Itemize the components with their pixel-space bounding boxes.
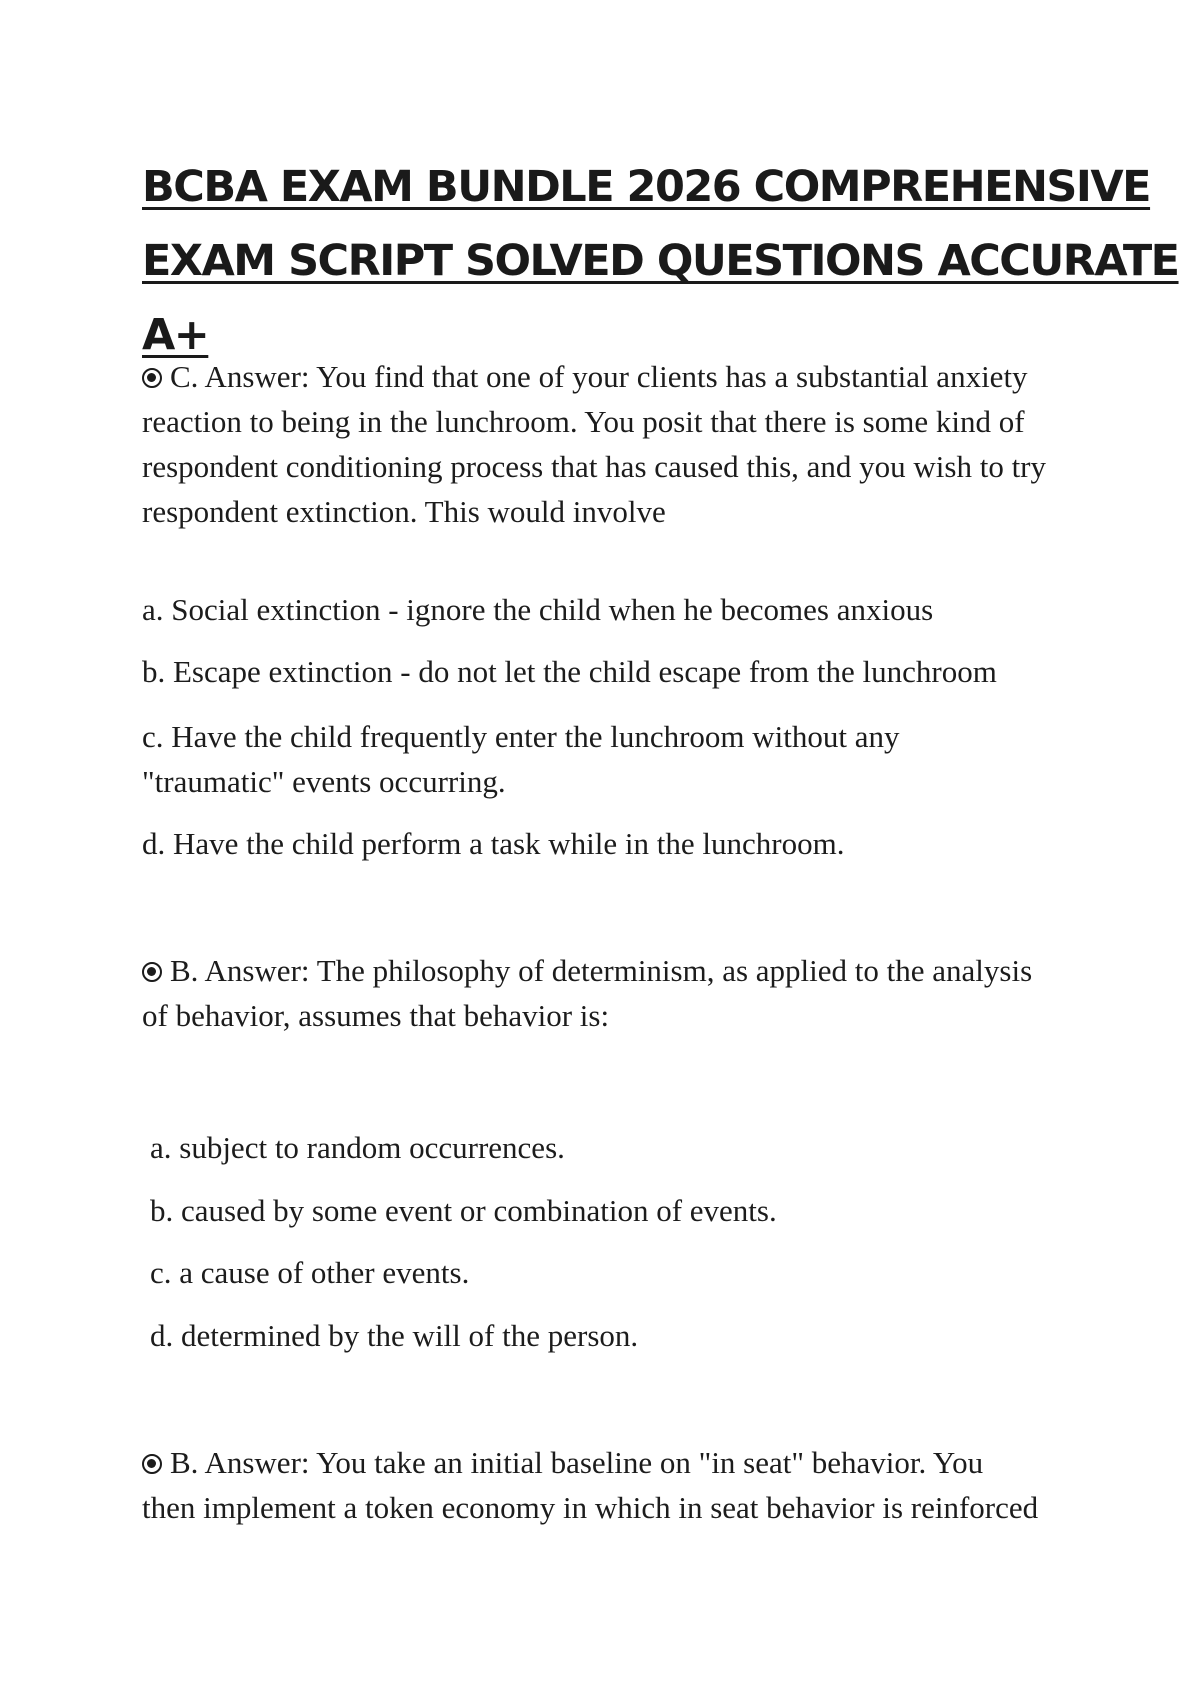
question-1-stem (142, 354, 1082, 534)
title-line-1: BCBA EXAM BUNDLE 2026 COMPREHENSIVE (142, 162, 1151, 212)
question-2-line-1: B. Answer: The philosophy of determinism, as applied to the analysis (170, 953, 1033, 988)
question-1-option-c-cont: "traumatic" events occurring. (142, 764, 506, 799)
question-3-stem (142, 1440, 1082, 1530)
question-1-option-c: c. Have the child frequently enter the lunchroom without any (142, 719, 900, 754)
question-1-line-2: reaction to being in the lunchroom. You posit that there is some kind of (142, 404, 1025, 439)
question-1-line-3: respondent conditioning process that has caused this, and you wish to try (142, 449, 1047, 484)
question-2-option-b: b. caused by some event or combination of events. (150, 1193, 777, 1228)
radio-bullet-icon (142, 368, 162, 388)
question-1-line-1: C. Answer: You find that one of your clients has a substantial anxiety (170, 359, 1028, 394)
question-2-line-2: of behavior, assumes that behavior is: (142, 998, 610, 1033)
document-title (142, 150, 1179, 372)
question-2-stem (142, 948, 1082, 1038)
question-2-option-d: d. determined by the will of the person. (150, 1318, 639, 1353)
radio-bullet-icon (142, 962, 162, 982)
question-3-line-2: then implement a token economy in which in seat behavior is reinforced (142, 1490, 1039, 1525)
title-line-2: EXAM SCRIPT SOLVED QUESTIONS ACCURATE (142, 236, 1179, 286)
question-2-option-a: a. subject to random occurrences. (150, 1130, 565, 1165)
radio-bullet-icon (142, 1454, 162, 1474)
question-1-option-d: d. Have the child perform a task while in the lunchroom. (142, 826, 845, 861)
question-1-option-a: a. Social extinction - ignore the child when he becomes anxious (142, 592, 934, 627)
question-1-option-b: b. Escape extinction - do not let the child escape from the lunchroom (142, 654, 997, 689)
question-1-line-4: respondent extinction. This would involve (142, 494, 666, 529)
question-3-line-1: B. Answer: You take an initial baseline on "in seat" behavior. You (170, 1445, 984, 1480)
question-2-option-c: c. a cause of other events. (150, 1255, 470, 1290)
title-line-3: A+ (142, 310, 209, 360)
